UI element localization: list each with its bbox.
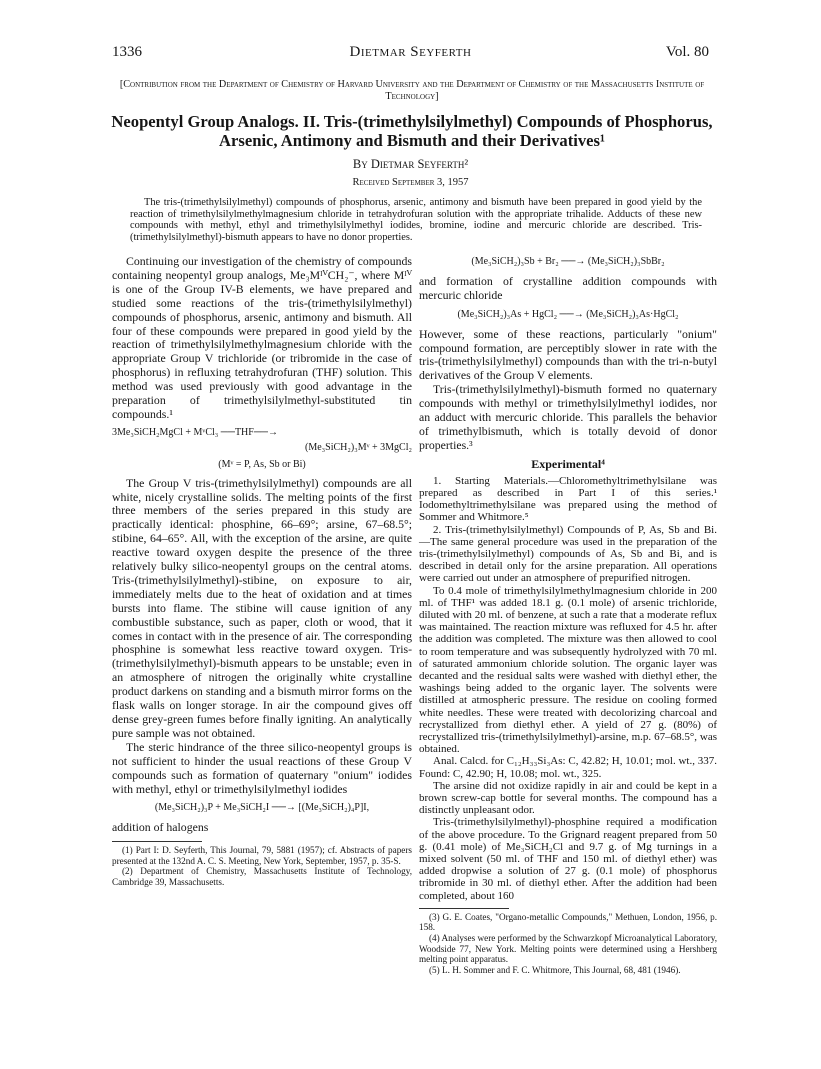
left-column [112, 255, 412, 888]
page-number: 1336 [112, 44, 142, 60]
halogen-line: addition of halogens [112, 820, 209, 835]
rate-paragraph: However, some of these reactions, particularly "onium" compound formation, are perceptibly slower in rate with the tris-(trimethylsilylmethyl) compounds than with the tri-n-butyl derivatives of the Group V elements. [419, 326, 717, 383]
received-date: Received September 3, 1957 [352, 177, 469, 188]
footnotes-right [419, 912, 717, 976]
phosphine-procedure: Tris-(trimethylsilylmethyl)-phosphine required a modification of the above procedure. To the Grignard reagent prepared from 50 g. (0.41 mole) of Me₃SiCH₂Cl and 9.7 g. of Mg turnings in a mixed solvent (50 ml. of THF and 150 ml. of diethyl ether) was added dropwise a solution of 27 g. (0.1 mole) of phosphorus tribromide in 30 ml. of diethyl ether. After the addition had been completed, about 160 [419, 816, 717, 902]
footnote-3: (3) G. E. Coates, "Organo-metallic Compounds," Methuen, London, 1956, p. 158. [419, 911, 717, 933]
analysis-line: Anal. Calcd. for C₁₂H₃₃Si₃As: C, 42.82; H, 10.01; mol. wt., 337. Found: C, 42.90; H, 10.08; mol. wt., 325. [419, 755, 717, 780]
footnote-rule [112, 841, 202, 842]
running-author: Dietmar Seyferth [349, 44, 472, 60]
footnote-1: (1) Part I: D. Seyferth, This Journal, 79, 5881 (1957); cf. Abstracts of papers presented at the 132nd A. C. S. Meeting, New York, September, 1957, p. 35-S. [112, 845, 412, 866]
article-title: Neopentyl Group Analogs. II. Tris-(trimethylsilylmethyl) Compounds of Phosphorus, Arsenic, Antimony and Bismuth and their Derivatives¹ [111, 112, 713, 150]
equation-grignard-note: (Mᵛ = P, As, Sb or Bi) [218, 458, 306, 470]
author-byline: By Dietmar Seyferth² [352, 157, 469, 171]
intro-paragraph: Continuing our investigation of the chemistry of compounds containing neopentyl group analogs, Me₃MᴵⱽCH₂⁻, where Mᴵⱽ is one of the Group IV-B elements, we have prepared and studied some reactions of the tris-(trimethylsilylmethyl) compounds of phosphorus, arsenic, antimony and bismuth. All four of these compounds were prepared in good yield by the reaction of trimethylsilylmethylmagnesium chloride with the appropriate Group V trichloride (or tribromide in the case of phosphorus) in refluxing tetrahydrofuran (THF) solution. This method was used previously with good advantage in the preparation of trimethylsilylmethyl-substituted tin compounds.¹ [112, 254, 412, 421]
equation-grignard-left: 3Me₃SiCH₂MgCl + MᵛCl₃ ──THF──→ [112, 426, 279, 438]
abstract: The tris-(trimethylsilylmethyl) compounds of phosphorus, arsenic, antimony and bismuth have been prepared in good yield by the reaction of trimethylsilylmethylmagnesium chloride in tetrahydrofuran solution with the appropriate trihalide. Adducts of these new compounds with methyl, ethyl and trimethylsilylmethyl iodides, bromine, iodine and mercuric chloride are described. Tris-(trimethylsilylmethyl)-bismuth appears to have no donor properties. [130, 197, 702, 243]
arsine-procedure: To 0.4 mole of trimethylsilylmethylmagnesium chloride in 200 ml. of THF¹ was added 18.1 g. (0.1 mole) of arsenic trichloride, diluted with 20 ml. of benzene, at such a rate that a moderate reflux was maintained. The reaction mixture was refluxed for 4.5 hr. after the addition was completed. The mixture was then allowed to cool to room temperature and was subsequently hydrolyzed with 70 ml. of saturated ammonium chloride solution. The organic layer was decanted and the residual salts were washed with diethyl ether, the washings being added to the organic layer. The solvents were distilled at atmospheric pressure. The residue on cooling formed white needles. These were treated with decolorizing charcoal and recrystallized from diethyl ether. A yield of 27 g. (80%) of recrystallized tris-(trimethylsilylmethyl)-arsine, m.p. 67–68.5°, was obtained. [419, 584, 717, 756]
volume-label: Vol. 80 [665, 44, 709, 60]
footnote-rule [419, 908, 509, 909]
properties-paragraph: The Group V tris-(trimethylsilylmethyl) compounds are all white, nicely crystalline solids. The melting points of the first three members of the series prepared in this study are practically identical: phosphine, 66–69°; arsine, 67–68.5°; stibine, 64–65°. All, with the exception of the arsine, are quite reactive toward oxygen despite the presence of the three relatively bulky silico-neopentyl groups on the central atoms. Tris-(trimethylsilylmethyl)-stibine, on exposure to air, immediately melts due to the heat of oxidation and at times bursts into flame. The stibine will cause ignition of any combustible substance, such as paper, cloth or wood, that it comes in contact with in the presence of air. The corresponding phosphine is somewhat less reactive toward oxygen. Tris-(trimethylsilylmethyl)-bismuth appears to be unstable; even in an atmosphere of nitrogen the originally white crystalline product darkens on standing and a bismuth mirror forms on the flask walls on longer storage. In air the compound gives off dense grey-green fumes before finally igniting. An analytically pure sample was not obtained. [112, 475, 412, 740]
right-column [419, 255, 717, 975]
starting-materials: 1. Starting Materials.—Chloromethyltrimethylsilane was prepared as described in Part I of this series.¹ Iodomethyltrimethylsilane was prepared using the method of Sommer and Whitmore.⁵ [419, 474, 717, 524]
equation-bromine: (Me₃SiCH₂)₃Sb + Br₂ ──→ (Me₃SiCH₂)₃SbBr₂ [471, 256, 665, 267]
contribution-line: [Contribution from the Department of Chemistry of Harvard University and the Department of Chemistry of the Massachusetts Institute of Technology] [119, 79, 705, 102]
arsine-stability: The arsine did not oxidize rapidly in air and could be kept in a brown screw-cap bottle for several months. The compound has a distinctly unpleasant odor. [419, 779, 717, 817]
footnote-2: (2) Department of Chemistry, Massachusetts Institute of Technology, Cambridge 39, Massachusetts. [112, 866, 412, 888]
footnotes-left [112, 845, 412, 887]
equation-grignard-right: (Me₃SiCH₂)₃Mᵛ + 3MgCl₂ [305, 441, 412, 453]
bismuth-paragraph: Tris-(trimethylsilylmethyl)-bismuth formed no quaternary compounds with methyl or trimethylsilylmethyl iodides, nor an adduct with mercuric chloride. This parallels the behavior of trimethylbismuth, which is totally devoid of donor properties.³ [419, 382, 717, 452]
footnote-5: (5) L. H. Sommer and F. C. Whitmore, This Journal, 68, 481 (1946). [429, 964, 681, 975]
experimental-heading: Experimental⁴ [531, 456, 605, 471]
steric-paragraph: The steric hindrance of the three silico-neopentyl groups is not sufficient to hinder the usual reactions of these Group V compounds such as formation of quaternary "onium" iodides with methyl, ethyl or trimethylsilylmethyl iodides [112, 739, 412, 796]
equation-onium: (Me₃SiCH₂)₃P + Me₃SiCH₂I ──→ [(Me₃SiCH₂)₄P]I, [154, 802, 370, 814]
footnote-4: (4) Analyses were performed by the Schwarzkopf Microanalytical Laboratory, Woodside 77, New York. Melting points were determined using a Hershberg melting point apparatus. [419, 932, 717, 965]
general-procedure: 2. Tris-(trimethylsilylmethyl) Compounds of P, As, Sb and Bi.—The same general procedure was used in the preparation of the tris-(trimethylsilylmethyl) compounds of As, Sb and Bi, and is described in detail only for the arsine preparation. All operations were carried out under an atmosphere of prepurified nitrogen. [419, 523, 717, 585]
equation-mercuric: (Me₃SiCH₂)₃As + HgCl₂ ──→ (Me₃SiCH₂)₃As·HgCl₂ [457, 308, 679, 320]
adduct-paragraph: and formation of crystalline addition compounds with mercuric chloride [419, 273, 717, 302]
